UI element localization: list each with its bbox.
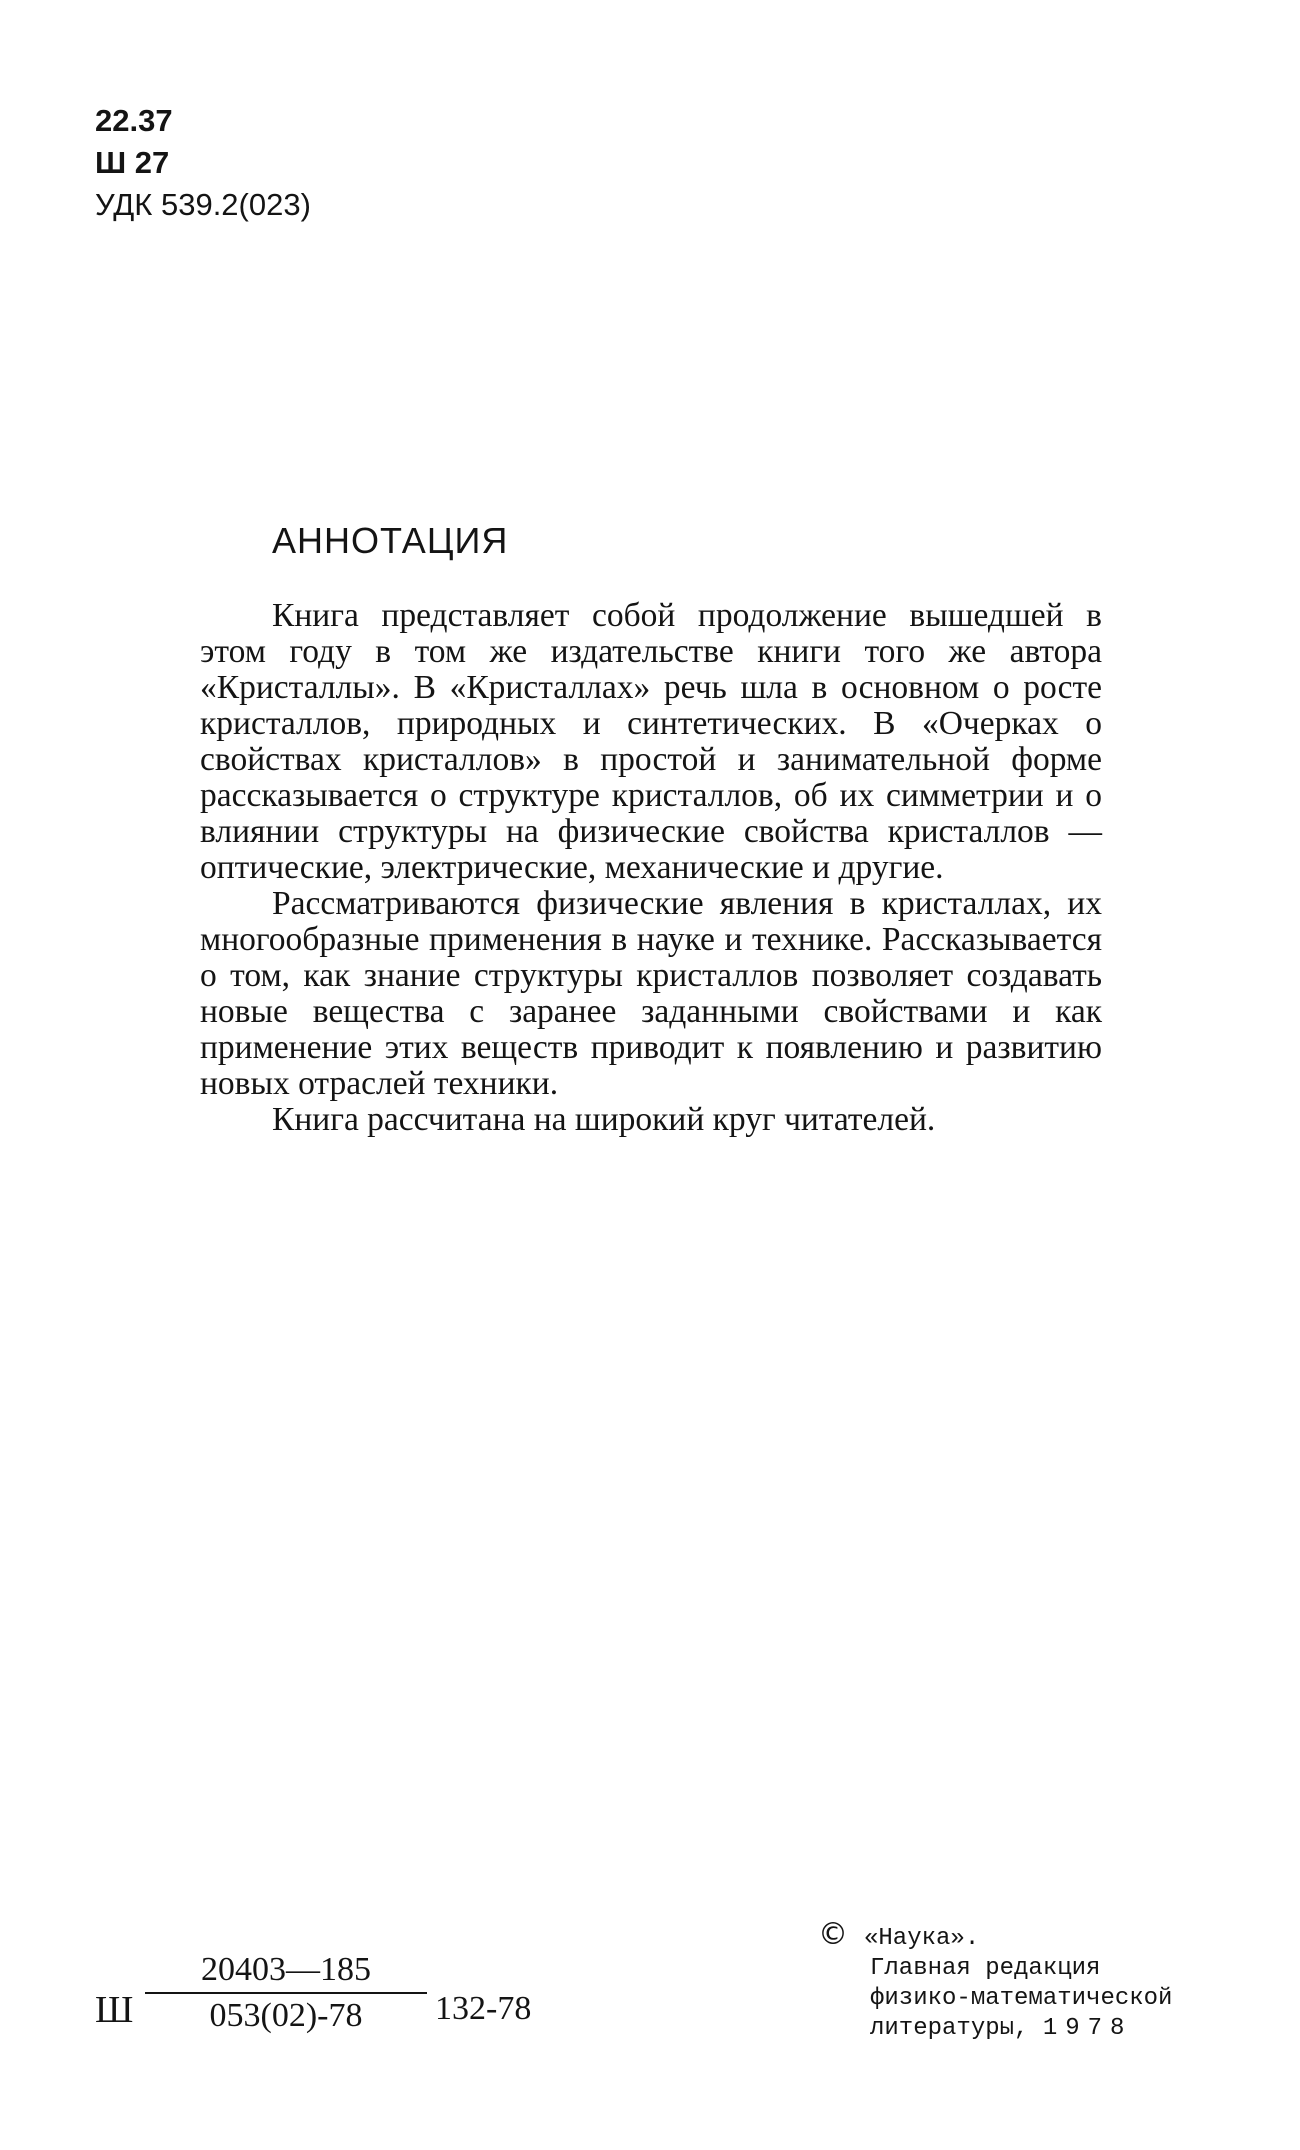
copyright-line: литературы, — [870, 2015, 1029, 2042]
copyright-line: физико-математической — [870, 1985, 1173, 2012]
code-numerator: 20403—185 — [201, 1951, 371, 1988]
annotation-paragraph: Книга рассчитана на широкий круг читателей. — [272, 1101, 936, 1138]
annotation-text — [200, 598, 1102, 1138]
classification-block — [95, 100, 311, 226]
fraction-bar — [145, 1992, 427, 1994]
copyright-year: 1978 — [1042, 2015, 1133, 2042]
annotation-paragraph: Рассматриваются физические явления в кристаллах, их многообразные применения в науке и технике. Рассказывается о том, как знание структуры кристаллов позволяет создавать новые вещества с заранее заданными свойствами и как применение этих веществ приводит к появлению и развитию новых отраслей техники. — [200, 885, 1102, 1102]
copyright-icon: © — [818, 1917, 848, 1952]
annotation-paragraph: Книга представляет собой продолжение вышедшей в этом году в том же издательстве книги того же автора «Кристаллы». В «Кристаллах» речь шла в основном о росте кристаллов, природных и синтетических. В «Очерках о свойствах кристаллов» в простой и занимательной форме рассказывается о структуре кристаллов, об их симметрии и о влиянии структуры на физические свойства кристаллов — оптические, электрические, механические и другие. — [200, 597, 1102, 886]
copyright-publisher: «Наука». — [864, 1925, 980, 1952]
code-suffix: 132-78 — [435, 1990, 532, 2027]
copyright-line: Главная редакция — [870, 1955, 1101, 1982]
copyright-block — [818, 1917, 1173, 2044]
code-fraction — [145, 1950, 427, 2036]
author-mark: Ш 27 — [95, 145, 170, 180]
annotation-heading: АННОТАЦИЯ — [272, 520, 509, 561]
udc-index: УДК 539.2(023) — [95, 187, 311, 222]
code-letter: Ш — [95, 1989, 134, 2031]
code-denominator: 053(02)-78 — [209, 1997, 363, 2034]
bbk-index: 22.37 — [95, 103, 173, 138]
